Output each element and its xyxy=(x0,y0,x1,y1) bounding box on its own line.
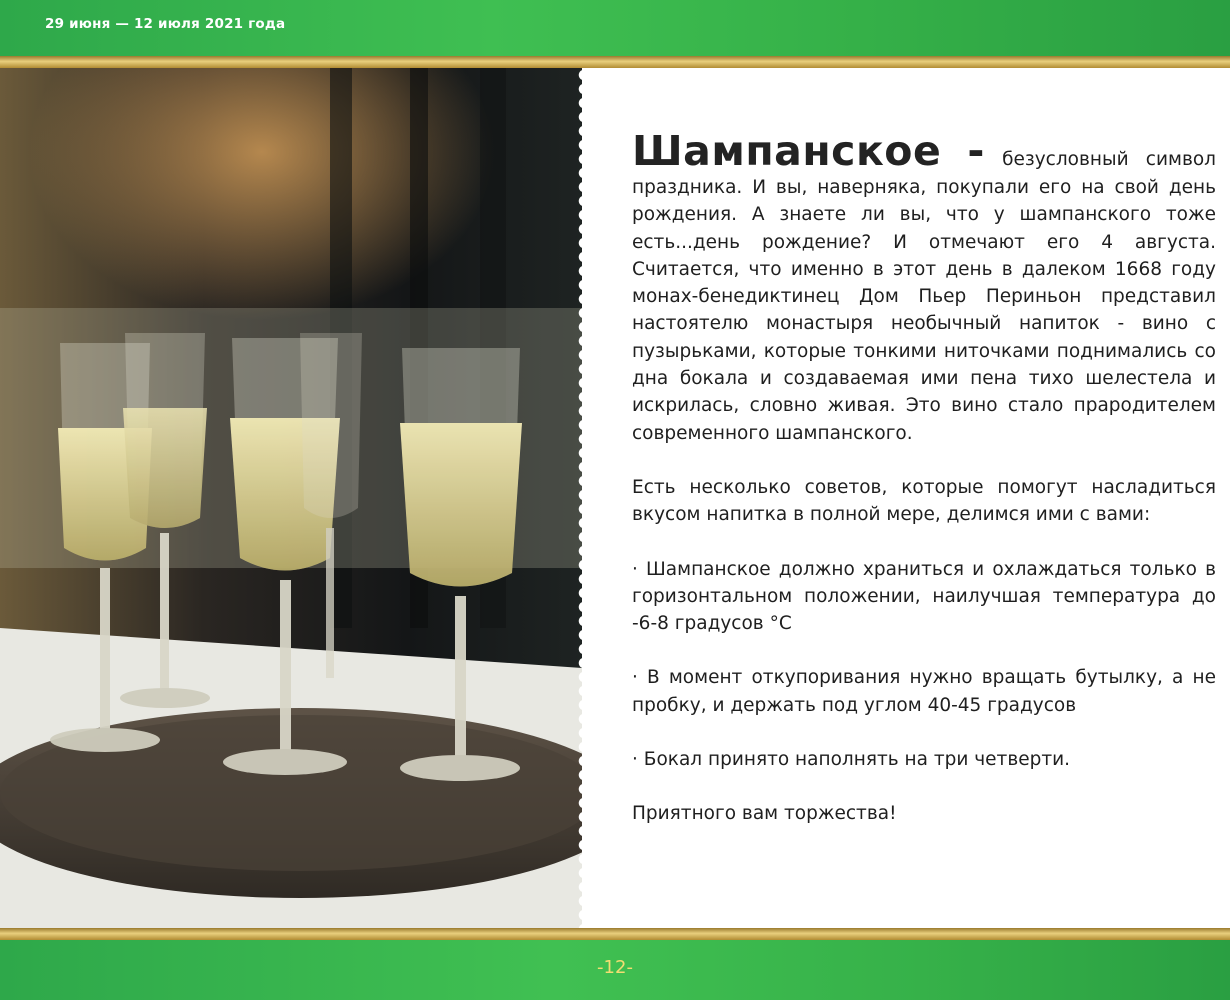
gold-stripe-bottom xyxy=(0,928,1230,940)
closing-line: Приятного вам торжества! xyxy=(632,803,897,825)
page-number: -12- xyxy=(597,957,633,978)
champagne-illustration xyxy=(0,68,582,928)
champagne-photo xyxy=(0,68,582,928)
header-band xyxy=(0,0,1230,56)
intro-text: безусловный символ праздника. И вы, наверняка, покупали его на свой день рождения. А знаете ли вы, что у шампанского тоже есть...день рождение? И отмечают его 4 августа. Считается, что именно в этот день в далеком 1668 году монах-бенедиктинец Дом Пьер Периньон представил настоятелю монастыря необычный напиток - вино с пузырьками, которые тонкими ниточками поднимались со дна бокала и создаваемая ими пена тихо шелестела и искрилась, словно живая. Это вино стало прародителем современного шампанского. xyxy=(632,149,1216,444)
tip-2: · В момент откупоривания нужно вращать бутылку, а не пробку, и держать под углом 40-45 градусов xyxy=(632,667,1216,716)
tips-intro: Есть несколько советов, которые помогут насладиться вкусом напитка в полной мере, делимся ими с вами: xyxy=(632,476,1216,526)
date-range: 29 июня — 12 июля 2021 года xyxy=(45,16,286,32)
gold-stripe-top xyxy=(0,56,1230,68)
lead-word: Шампанское - xyxy=(632,127,985,175)
tip-1: · Шампанское должно храниться и охлаждаться только в горизонтальном положении, наилучшая температура до -6-8 градусов °С xyxy=(632,558,1216,635)
tip-3: · Бокал принято наполнять на три четверти. xyxy=(632,749,1071,771)
intro-paragraph xyxy=(632,128,1216,447)
perforated-edge xyxy=(570,68,586,928)
article-body xyxy=(632,128,1216,855)
